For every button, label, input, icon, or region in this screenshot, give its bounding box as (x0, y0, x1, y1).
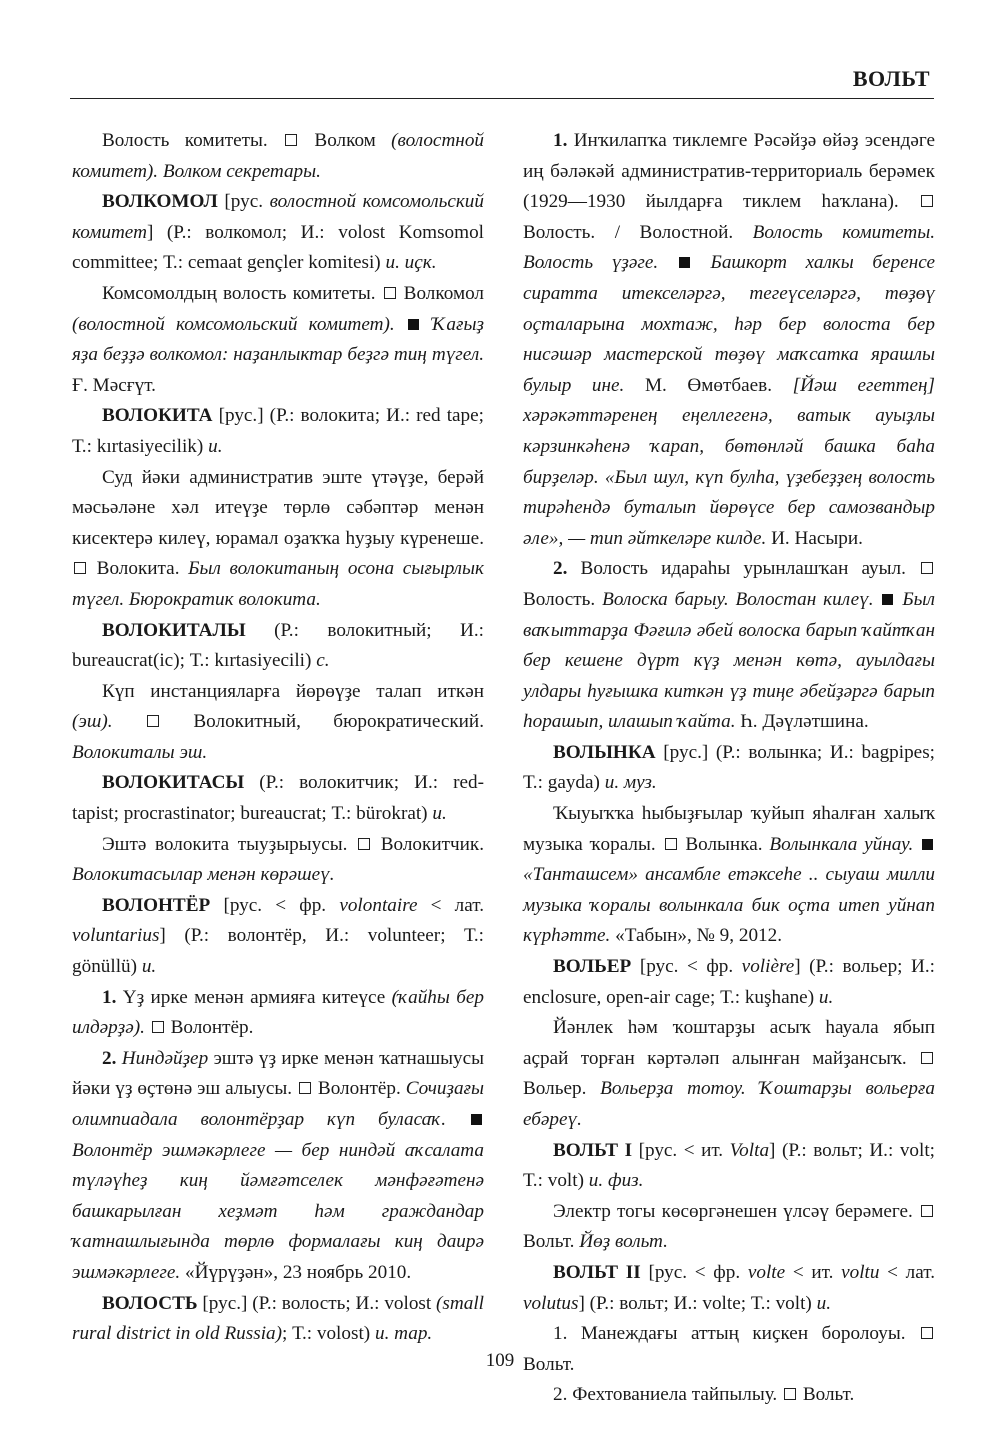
headword: ВОЛЬЕР (553, 956, 632, 978)
entry-volynka-definition: Ҡыуыҡҡа һыбыҙғылар ҡуйып яһалған халыҡ музыка ҡоралы. Волынка. Волынкала уйнау. «Танташсем» ансамбле етәксеһе .. сыуаш милли музыка ҡоралы волынкала бик оҫта итеп уйнап күрһәтте. «Табын», № 9, 2012. (523, 803, 935, 947)
headword: ВОЛОКИТАЛЫ (102, 619, 246, 641)
white-square-icon (921, 1327, 933, 1339)
headword: ВОЛОНТЁР (102, 894, 211, 916)
headword: ВОЛОКИТАСЫ (102, 772, 245, 794)
white-square-icon (921, 1052, 933, 1064)
entry-volost-continued: Волость комитеты. Волком (волостной комитет). Волком секретары. (72, 130, 485, 182)
white-square-icon (784, 1388, 796, 1400)
entry-volt-2-sense-2: 2. Фехтованиела тайпылыу. Вольт. (553, 1384, 855, 1406)
header-rule (70, 98, 934, 99)
right-column (523, 126, 935, 1411)
entry-volokitaly-definition: Күп инстанцияларға йөрөүҙе талап иткән (эш). Волокитный, бюрократический. Волокиталы эш. (72, 680, 484, 763)
entry-volokita: ВОЛОКИТА [рус.] (Р.: волокита; И.: red tape; Т.: kırtasiyecilik) и. (72, 405, 484, 457)
entry-volynka: ВОЛЫНКА [рус.] (Р.: волынка; И.: bagpipes; Т.: gayda) и. муз. (523, 741, 935, 794)
black-square-icon (882, 594, 893, 605)
headword: ВОЛЬТ II (553, 1261, 641, 1283)
entry-volt-1-definition: Электр тогы көсөргәнешен үлсәү берәмеге. Вольт. Йөҙ вольт. (523, 1197, 935, 1258)
entry-volier-definition: Йәнлек һәм ҡоштарҙы асыҡ һауала ябып аҫрай торған кәртәләп алынған майҙансыҡ. Вольер. Вольерҙа тотоу. Ҡоштарҙы вольерға ебәреү. (523, 1017, 935, 1130)
headword: ВОЛОСТЬ (102, 1292, 198, 1314)
white-square-icon (384, 287, 396, 299)
entry-volost: ВОЛОСТЬ [рус.] (Р.: волость; И.: volost (small rural district in old Russia); Т.: volost) и. тар. (72, 1292, 485, 1345)
entry-volt-2: ВОЛЬТ II [рус. < фр. volte < ит. voltu < лат. volutus] (Р.: вольт; И.: volte; Т.: volt) и. (523, 1261, 936, 1314)
entry-volonter-sense-1: 1. Үҙ ирке менән армияға китеүсе (ҡайһы бер илдәрҙә). Волонтёр. (72, 986, 484, 1039)
white-square-icon (921, 1205, 933, 1217)
black-square-icon (471, 1114, 482, 1125)
entry-volokitasy: ВОЛОКИТАСЫ (Р.: волокитчик; И.: red-tapist; procrastinator; bureaucrat; Т.: bürokrat) и. (72, 772, 485, 825)
black-square-icon (922, 839, 933, 850)
headword: ВОЛЫНКА (553, 741, 656, 763)
left-column (72, 126, 484, 1350)
headword: ВОЛОКИТА (102, 405, 213, 427)
entry-volier: ВОЛЬЕР [рус. < фр. volière] (Р.: вольер; И.: enclosure, open-air cage; Т.: kuşhane) и. (523, 956, 935, 1008)
white-square-icon (921, 195, 933, 207)
entry-volt-2-sense-1: 1. Манеждағы аттың киҫкен боролоуы. Вольт. (523, 1319, 935, 1380)
white-square-icon (665, 838, 677, 850)
white-square-icon (921, 562, 933, 574)
entry-volost-sense-2: 2. Волость идараһы урынлашҡан ауыл. Волость. Волоска барыу. Волостан килеү. Был ваҡыттарҙа Фәғилә әбей волоска барып ҡайтҡан бер кешене дүрт күҙ менән көтә, ауылдағы улдары һуғышка киткән үҙ тиңе әбейҙәргә барып һорашып, илашып ҡайта. Һ. Дәүләтшина. (523, 558, 935, 733)
entry-volkomol-definition: Комсомолдың волость комитеты. Волкомол (волостной комсомольский комитет). Ҡағыҙ яҙа беҙҙә волкомол: наҙанлыктар беҙгә тиң түгел. Ғ. Мәсғүт. (72, 282, 485, 396)
entry-volonter: ВОЛОНТЁР [рус. < фр. volontaire < лат. voluntarius] (Р.: волонтёр, И.: volunteer; Т.: gönüllü) и. (72, 894, 485, 978)
white-square-icon (285, 134, 297, 146)
black-square-icon (679, 257, 690, 268)
headword: ВОЛЬТ I (553, 1139, 633, 1161)
white-square-icon (299, 1082, 311, 1094)
white-square-icon (147, 715, 159, 727)
entry-volokitasy-definition: Эштә волокита тыуҙырыусы. Волокитчик. Волокитасылар менән көрәшеү. (72, 833, 485, 886)
page-number: 109 (485, 1350, 515, 1371)
entry-volokitaly: ВОЛОКИТАЛЫ (Р.: волокитный; И.: bureaucrat(ic); Т.: kırtasiyecili) с. (72, 619, 485, 672)
white-square-icon (152, 1021, 164, 1033)
headword: ВОЛКОМОЛ (102, 191, 218, 213)
entry-volonter-sense-2: 2. Ниндәйҙер эштә үҙ ирке менән ҡатнашыусы йәки үҙ өҫтөнә эш алыусы. Волонтёр. Сочиҙағы олимпиадала волонтёрҙар күп буласаҡ. Волонтёр эшмәкәрлеге — бер ниндәй аҡсалата түләүһеҙ киң йәмғәтселек мәнфәғәтенә башкарылған хеҙмәт һәм граждандар ҡатнашлығында төрлө формалағы киң даирә эшмәкәрлеге. «Йүрүҙән», 23 ноябрь 2010. (72, 1047, 485, 1283)
running-head: ВОЛЬТ (852, 66, 930, 91)
entry-volt-1: ВОЛЬТ I [рус. < ит. Volta] (Р.: вольт; И.: volt; Т.: volt) и. физ. (523, 1139, 935, 1192)
entry-volkomol: ВОЛКОМОЛ [рус. волостной комсомольский комитет] (Р.: волкомол; И.: volost Komsomol committee; Т.: cemaat gençler komitesi) и. иҫк. (72, 191, 484, 274)
white-square-icon (74, 562, 86, 574)
entry-volost-sense-1: 1. Инҡилапҡа тиклемге Рәсәйҙә өйәҙ эсендәге иң бәләкәй административ-территориаль берәмек (1929—1930 йылдарға тиклем һаҡлана). Волость. / Волостной. Волость комитеты. Волость үҙәге. Башкорт халкы беренсе сиратта итекселәргә, тегеүселәргә, төҙөү оҫталарына мохтаж, һәр бер волоста бер нисәшәр мастерской төҙөү маҡсатка ярашлы булыр ине. М. Өмөтбаев. [Йәш егеттең] хәрәкәттәренең еңеллегенә, ватык ауыҙлы кәрзинкәһенә ҡарап, бөтөнләй башка баһа бирҙеләр. «Был шул, күп булһа, үҙебеҙҙең волость тирәһендә буталып йөрөүсе бер самозвандыр әле», — тип әйткеләре килде. И. Насыри. (523, 130, 936, 549)
white-square-icon (358, 838, 370, 850)
entry-volokita-definition: Суд йәки административ эште үтәүҙе, берәй мәсьәләне хәл итеүҙе төрлө сәбәптәр менән кисектерә килеү, юрамал оҙаҡҡа һуҙыу күренеше. Волокита. Был волокитаның осона сығырлык түгел. Бюрократик волокита. (72, 466, 484, 610)
black-square-icon (408, 319, 419, 330)
